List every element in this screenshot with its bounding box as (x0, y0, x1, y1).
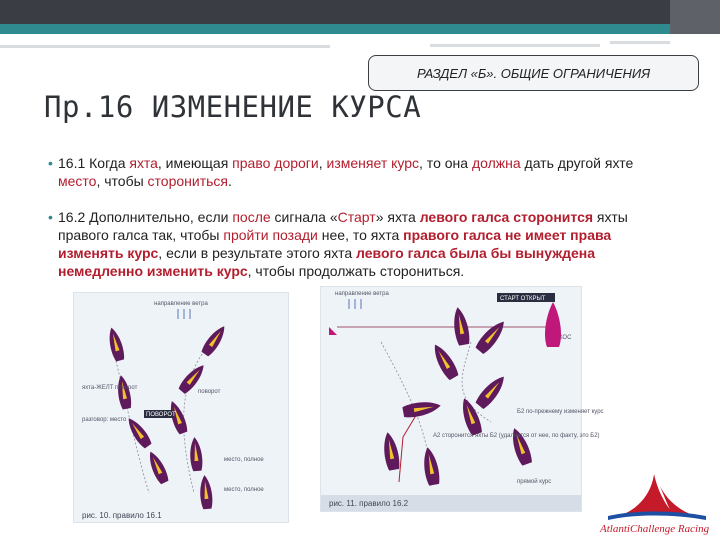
top-bar (0, 0, 720, 24)
wind-arrows (349, 299, 361, 309)
diagram-label: поворот (198, 389, 221, 395)
bullet-dot: • (48, 155, 53, 171)
atlantic-challenge-logo (594, 470, 714, 536)
section-header-box (368, 55, 699, 91)
diagram-label: А2 сторонится яхты Б2 (удаляется от нее, по факту, это Б2) (433, 433, 600, 439)
top-accent-bar (0, 24, 720, 34)
page-title: Пр.16 ИЗМЕНЕНИЕ КУРСА (44, 90, 422, 124)
diagram-label: КОС (559, 335, 572, 341)
diagram-caption: рис. 10. правило 16.1 (82, 511, 162, 520)
yacht-icon (508, 426, 534, 466)
diagram-rule-16-1 (73, 292, 289, 523)
start-label: СТАРТ ОТКРЫТ (500, 296, 546, 302)
diagram-label: прямой курс (517, 479, 552, 485)
diagram-label: ПОВОРОТ (146, 412, 176, 418)
yacht-icon (381, 431, 401, 471)
diagram-label: место, полное (224, 487, 264, 493)
yacht-icon (124, 415, 153, 450)
diagram-label: разговор: место (82, 417, 127, 423)
diagram-label: Б2 по-прежнему изменяет курс (517, 409, 604, 415)
yacht-icon (451, 306, 471, 346)
wind-label: направление ветра (335, 291, 389, 297)
yacht-icon (145, 449, 170, 485)
section-title: РАЗДЕЛ «Б». ОБЩИЕ ОГРАНИЧЕНИЯ (416, 65, 651, 81)
logo-text: AtlantiChallenge Racing (600, 523, 710, 535)
yacht-icon (421, 446, 441, 486)
yacht-icon (200, 323, 229, 358)
yacht-icon (474, 317, 509, 355)
yacht-icon (199, 475, 214, 510)
diagram-caption: рис. 11. правило 16.2 (329, 499, 409, 508)
decor-stripe (610, 41, 670, 44)
start-flag-icon (329, 327, 337, 335)
diagram-label: яхта-ЖЕЛТ поворот (82, 385, 138, 391)
diagram-rule-16-2 (320, 286, 604, 512)
rule-16-2-paragraph: • 16.2 Дополнительно, если после сигнала «Старт» яхта левого галса сторонится яхты правого галса так, чтобы пройти позади нее, то яхта правого галса не имеет права изменять курс, если в результате этого яхта левого галса была бы вынуждена немедленно изменить курс, чтобы продолжать сторониться. (48, 209, 628, 279)
decor-stripe (0, 45, 330, 48)
wind-label: направление ветра (154, 301, 208, 307)
yacht-icon (106, 326, 126, 362)
yacht-icon (474, 372, 509, 410)
yacht-icon (429, 341, 460, 381)
top-bar-corner (670, 0, 720, 34)
yacht-icon (189, 437, 204, 472)
yacht-icon (115, 374, 133, 410)
bullet-dot: • (48, 209, 53, 225)
yacht-icon (402, 399, 442, 419)
rule-16-1-paragraph: • 16.1 Когда яхта, имеющая право дороги, изменяет курс, то она должна дать другой яхте место, чтобы сторониться. (48, 155, 634, 189)
diagram-label: место, полное (224, 457, 264, 463)
decor-stripe (430, 44, 600, 47)
wind-arrows (178, 309, 190, 319)
